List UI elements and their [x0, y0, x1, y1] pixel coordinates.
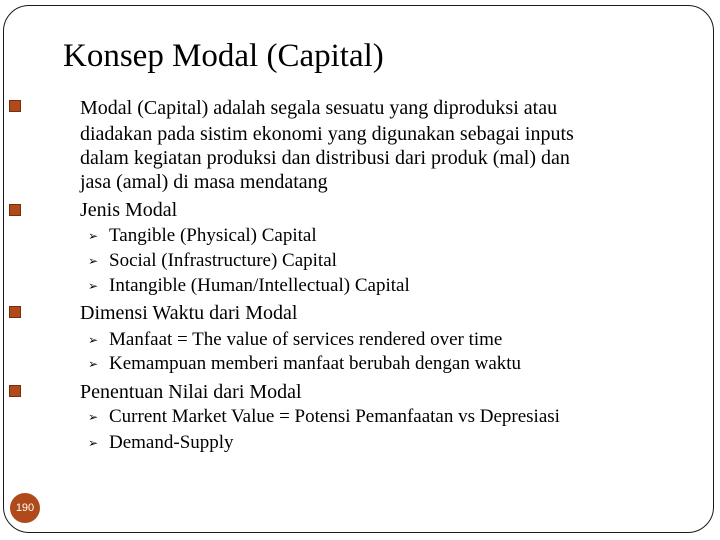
square-bullet-icon: [9, 204, 21, 216]
bullet-line: Dimensi Waktu dari Modal: [80, 302, 298, 324]
bullet-line: jasa (amal) di masa mendatang: [80, 171, 328, 193]
sub-item: Tangible (Physical) Capital: [109, 225, 317, 246]
sub-item: Social (Infrastructure) Capital: [109, 250, 337, 271]
sub-item: Manfaat = The value of services rendered over time: [109, 329, 503, 350]
sub-item: Current Market Value = Potensi Pemanfaatan vs Depresiasi: [109, 406, 560, 427]
arrow-bullet-icon: ➢: [88, 279, 99, 293]
square-bullet-icon: [9, 306, 21, 318]
page-number-badge: 190: [10, 493, 40, 523]
square-bullet-icon: [9, 385, 21, 397]
slide-title: Konsep Modal (Capital): [63, 38, 384, 74]
square-bullet-icon: [9, 100, 21, 112]
sub-item: Demand-Supply: [109, 432, 234, 453]
bullet-line: dalam kegiatan produksi dan distribusi dari produk (mal) dan: [80, 147, 570, 169]
sub-item: Intangible (Human/Intellectual) Capital: [109, 275, 410, 296]
bullet-line: Jenis Modal: [80, 199, 178, 221]
arrow-bullet-icon: ➢: [88, 229, 99, 243]
arrow-bullet-icon: ➢: [88, 436, 99, 450]
arrow-bullet-icon: ➢: [88, 357, 99, 371]
arrow-bullet-icon: ➢: [88, 333, 99, 347]
bullet-line: Penentuan Nilai dari Modal: [80, 381, 302, 403]
arrow-bullet-icon: ➢: [88, 254, 99, 268]
bullet-line: diadakan pada sistim ekonomi yang digunakan sebagai inputs: [80, 123, 574, 145]
sub-item: Kemampuan memberi manfaat berubah dengan waktu: [109, 353, 522, 374]
arrow-bullet-icon: ➢: [88, 410, 99, 424]
bullet-line: Modal (Capital) adalah segala sesuatu yang diproduksi atau: [80, 97, 558, 119]
